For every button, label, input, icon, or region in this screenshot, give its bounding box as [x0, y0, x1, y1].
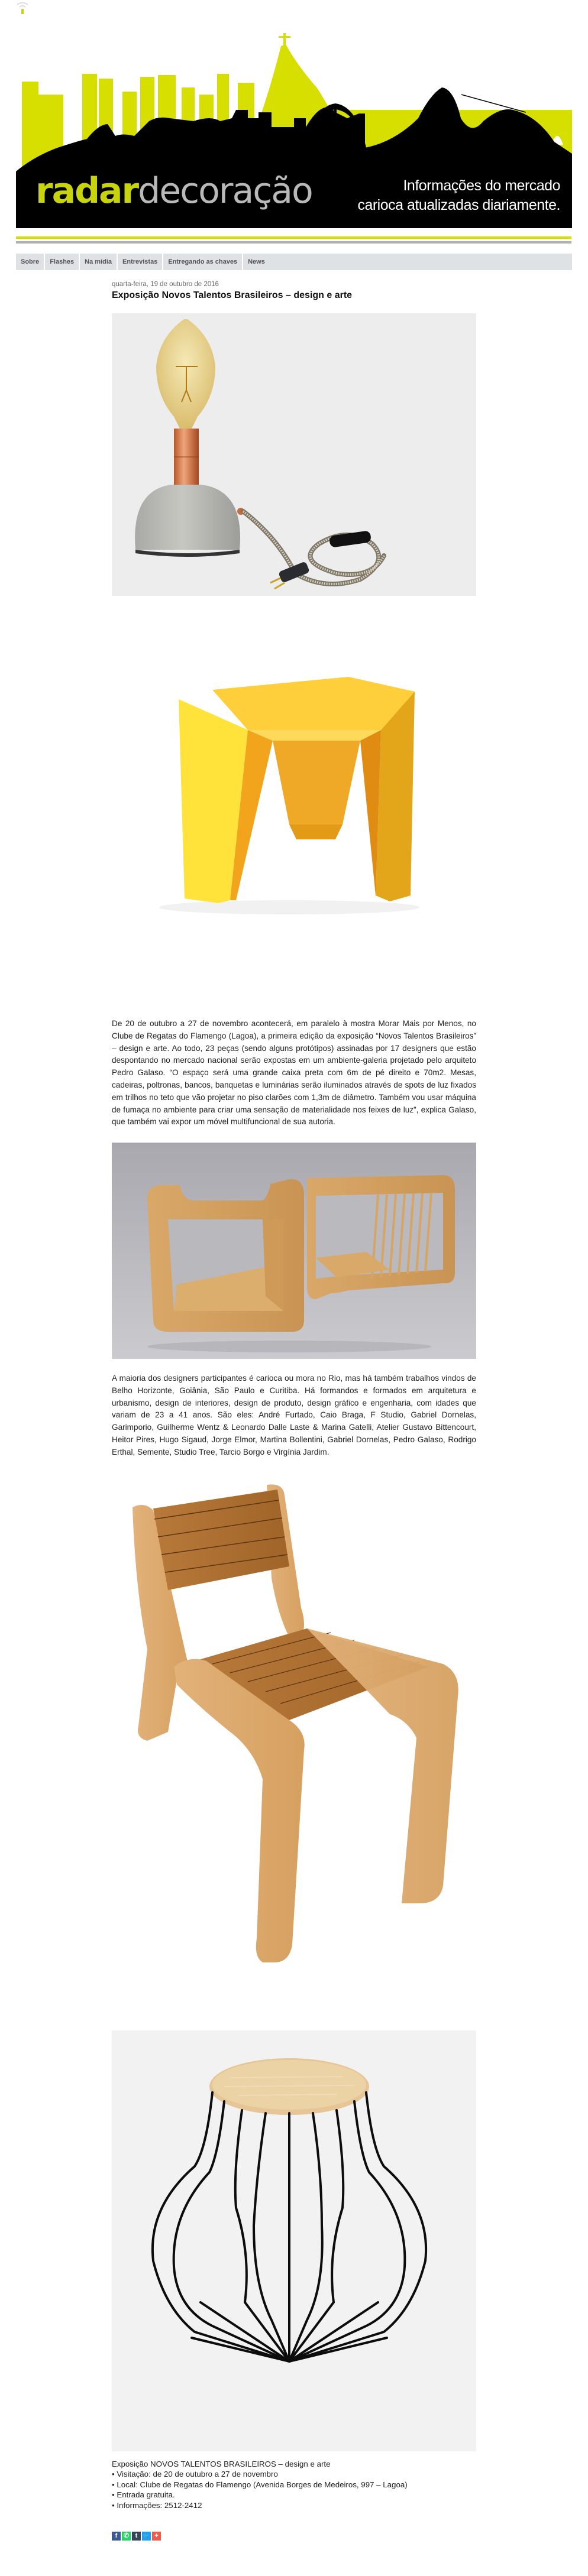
- event-info-phone: • Informações: 2512-2412: [112, 2500, 202, 2510]
- post-paragraph-2: A maioria dos designers participantes é carioca ou mora no Rio, mas há também trabalhos vindos de Belho Horizonte, Goiânia, São Paulo e Curitiba. Há formandos e formados em arquitetura e urbanismo, design de interiores, design de produto, design gráfico e engenharia, com idades que variam de 23 a 41 anos. São eles: André Furtado, Caio Braga, F Studio, Gabriel Dornelas, Garimporio, Guilherme Wentz & Leonardo Dalle Laste & Marina Gatelli, Atelier Gustavo Bittencourt, Heitor Pires, Hugo Sigaud, Jorge Elmor, Martina Bollentini, Gabriel Dornelas, Pedro Galaso, Rodrigo Erthal, Semente, Studio Tree, Tarcio Borgo e Virgínia Jardim.: [112, 1374, 476, 1456]
- site-tagline: [357, 176, 560, 215]
- nav-tab-sobre[interactable]: Sobre: [16, 254, 45, 270]
- event-info-visitation: • Visitação: de 20 de outubro a 27 de novembro: [112, 2470, 278, 2479]
- post-image-wooden-chair[interactable]: [112, 1472, 476, 2022]
- post-date: quarta-feira, 19 de outubro de 2016: [112, 281, 219, 288]
- share-buttons: [112, 2532, 161, 2541]
- nav-tab-entrevistas[interactable]: Entrevistas: [118, 254, 163, 270]
- post-image-yellow-stool[interactable]: [112, 600, 476, 1002]
- twitter-icon: 🐦: [143, 2533, 150, 2539]
- facebook-icon: f: [115, 2532, 118, 2539]
- yellow-stool-illustration: [112, 600, 476, 1002]
- wooden-chair-illustration: [112, 1472, 476, 2022]
- nav-tab-flashes[interactable]: Flashes: [45, 254, 80, 270]
- logo-text-decoracao: decoração: [138, 170, 312, 212]
- tumblr-share-button[interactable]: [132, 2532, 141, 2541]
- event-info-block: [112, 2459, 476, 2510]
- post-image-concrete-lamp[interactable]: [112, 313, 476, 596]
- facebook-share-button[interactable]: [112, 2532, 121, 2541]
- more-share-button[interactable]: [152, 2532, 161, 2541]
- site-header-banner[interactable]: [16, 0, 572, 228]
- post-title[interactable]: Exposição Novos Talentos Brasileiros – design e arte: [112, 290, 353, 300]
- site-logo[interactable]: [35, 167, 312, 215]
- post-paragraph-1: De 20 de outubro a 27 de novembro acontecerá, em paralelo à mostra Morar Mais por Menos, no Clube de Regatas do Flamengo (Lagoa), a primeira edição da exposição “Novos Talentos Brasileiros” – design e arte. Ao todo, 23 peças (sendo alguns protótipos) assinadas por 17 designers que estão despontando no mercado nacional serão expostas em um ambiente-galeria projetado pelo arquiteto Pedro Galaso. “O espaço será uma grande caixa preta com 6m de pé direito e 70m2. Mesas, cadeiras, poltronas, bancos, banquetas e luminárias serão iluminados através de spots de luz fixados em trilhos no teto que vão projetar no piso clarões com 1,3m de diâmetro. Também vou usar máquina de fumaça no ambiente para criar uma sensação de materialidade nos feixes de luz”, explica Galaso, que também vai expor um móvel multifuncional de sua autoria.: [112, 1019, 476, 1127]
- twitter-share-button[interactable]: [142, 2532, 151, 2541]
- whatsapp-icon: ✆: [123, 2532, 130, 2539]
- radar-signal-icon: [16, 0, 29, 14]
- nav-tab-na-midia[interactable]: Na mídia: [80, 254, 118, 270]
- event-info-admission: • Entrada gratuita.: [112, 2490, 175, 2500]
- whatsapp-share-button[interactable]: [122, 2532, 131, 2541]
- nav-tab-entregando-as-chaves[interactable]: Entregando as chaves: [163, 254, 243, 270]
- tagline-line-2: carioca atualizadas diariamente.: [357, 197, 560, 213]
- tagline-line-1: Informações do mercado: [403, 177, 560, 194]
- more-share-icon: +: [154, 2532, 159, 2539]
- post-image-bamboo-bench[interactable]: [112, 1143, 476, 1359]
- wire-stool-illustration: [112, 2030, 476, 2451]
- header-divider-yellow: [16, 236, 571, 239]
- post-image-wire-stool[interactable]: [112, 2030, 476, 2451]
- tumblr-icon: t: [135, 2532, 138, 2539]
- logo-text-radar: radar: [35, 170, 138, 212]
- header-divider-gray: [16, 241, 571, 244]
- event-info-heading: Exposição NOVOS TALENTOS BRASILEIROS – design e arte: [112, 2460, 331, 2468]
- lamp-illustration: [112, 313, 476, 596]
- nav-tab-news[interactable]: News: [248, 258, 265, 265]
- bamboo-bench-illustration: [112, 1143, 476, 1359]
- main-navigation: [16, 254, 572, 270]
- event-info-location: • Local: Clube de Regatas do Flamengo (Avenida Borges de Medeiros, 997 – Lagoa): [112, 2480, 408, 2489]
